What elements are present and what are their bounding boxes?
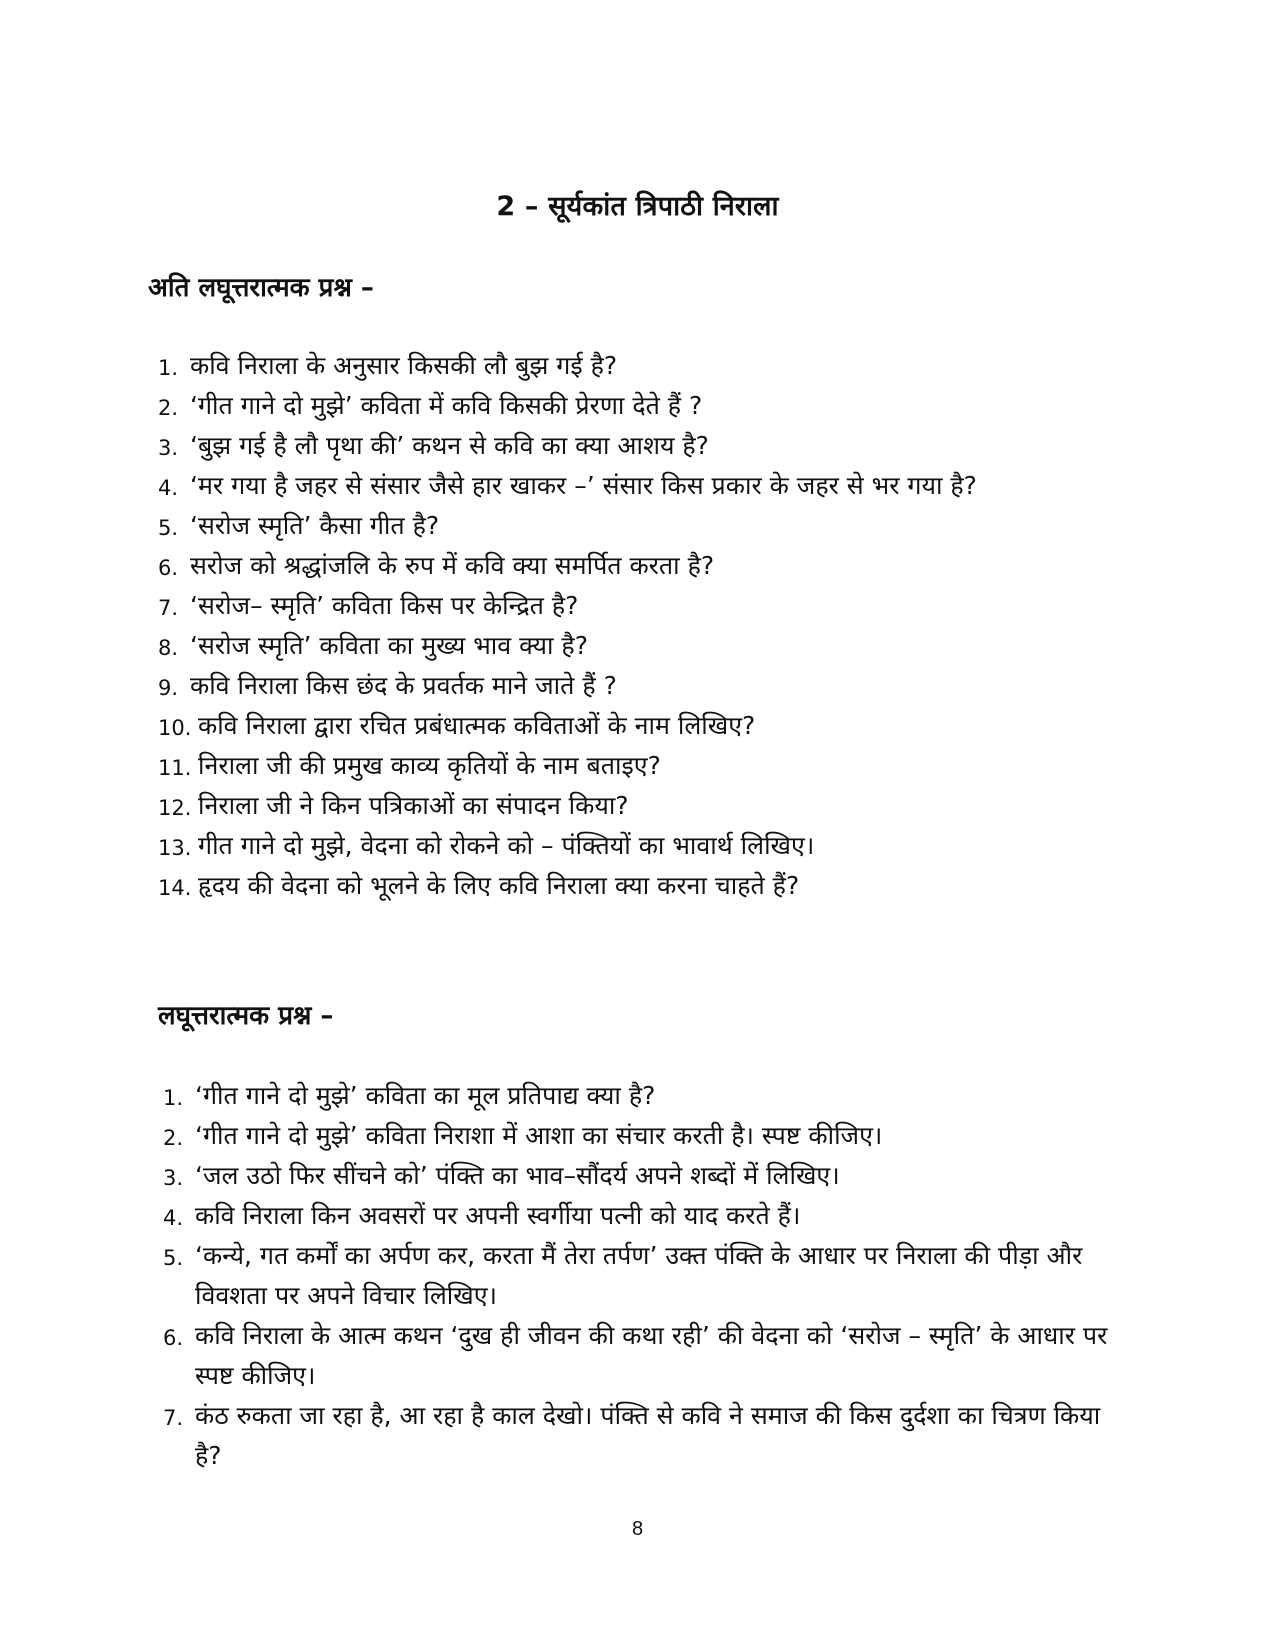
question-text: ‘गीत गाने दो मुझे’ कविता में कवि किसकी प्रेरणा देते हैं ? — [190, 391, 703, 420]
question-number: 13. — [158, 836, 192, 860]
question-text: ‘मर गया है जहर से संसार जैसे हार खाकर –’ संसार किस प्रकार के जहर से भर गया है? — [190, 471, 977, 500]
list-item — [158, 506, 1118, 546]
question-text: गीत गाने दो मुझे, वेदना को रोकने को – पंक्तियों का भावार्थ लिखिए। — [198, 831, 815, 860]
question-text: ‘सरोज स्मृति’ कैसा गीत है? — [190, 511, 440, 540]
question-number: 14. — [158, 876, 192, 900]
question-number: 7. — [158, 596, 179, 620]
list-item — [163, 1236, 1118, 1316]
list-item — [158, 706, 1118, 746]
question-text: ‘कन्ये, गत कर्मों का अर्पण कर, करता मैं तेरा तर्पण’ उक्त पंक्ति के आधार पर निराला की पीड़ा और विवशता पर अपने विचार लिखिए। — [195, 1241, 1083, 1310]
question-text: ‘सरोज– स्मृति’ कविता किस पर केन्द्रित है? — [190, 591, 579, 620]
question-number: 1. — [158, 356, 179, 380]
question-text: कवि निराला किन अवसरों पर अपनी स्वर्गीया पत्नी को याद करते हैं। — [195, 1201, 801, 1230]
question-number: 4. — [158, 476, 179, 500]
question-number: 4. — [163, 1206, 184, 1230]
question-number: 6. — [163, 1326, 184, 1350]
question-number: 5. — [158, 516, 179, 540]
list-item — [158, 826, 1118, 866]
list-item — [158, 866, 1118, 906]
list-item — [158, 626, 1118, 666]
list-item — [158, 346, 1118, 386]
section-heading-very-short-questions: अति लघूत्तरात्मक प्रश्न – — [148, 273, 374, 303]
question-text: हृदय की वेदना को भूलने के लिए कवि निराला क्या करना चाहते हैं? — [198, 871, 800, 900]
page-number: 8 — [631, 1518, 644, 1540]
question-text: सरोज को श्रद्धांजलि के रुप में कवि क्या समर्पित करता है? — [190, 551, 715, 580]
question-text: कवि निराला किस छंद के प्रवर्तक माने जाते हैं ? — [190, 671, 617, 700]
question-text: कवि निराला के अनुसार किसकी लौ बुझ गई है? — [190, 351, 618, 380]
list-item — [158, 546, 1118, 586]
question-text: ‘सरोज स्मृति’ कविता का मुख्य भाव क्या है? — [190, 631, 588, 660]
question-number: 3. — [158, 436, 179, 460]
question-text: कंठ रुकता जा रहा है, आ रहा है काल देखो। पंक्ति से कवि ने समाज की किस दुर्दशा का चित्रण किया है? — [195, 1401, 1101, 1470]
question-text: कवि निराला के आत्म कथन ‘दुख ही जीवन की कथा रही’ की वेदना को ‘सरोज – स्मृति’ के आधार पर स्पष्ट कीजिए। — [195, 1321, 1108, 1390]
very-short-questions-list — [158, 346, 1118, 906]
question-number: 12. — [158, 796, 192, 820]
list-item — [163, 1196, 1118, 1236]
question-text: निराला जी की प्रमुख काव्य कृतियों के नाम बताइए? — [198, 751, 661, 780]
list-item — [163, 1076, 1118, 1116]
question-text: ‘गीत गाने दो मुझे’ कविता निराशा में आशा का संचार करती है। स्पष्ट कीजिए। — [195, 1121, 883, 1150]
question-number: 3. — [163, 1166, 184, 1190]
chapter-title: 2 – सूर्यकांत त्रिपाठी निराला — [496, 191, 779, 222]
list-item — [163, 1396, 1118, 1476]
question-number: 9. — [158, 676, 179, 700]
short-questions-list — [163, 1076, 1118, 1476]
question-text: ‘गीत गाने दो मुझे’ कविता का मूल प्रतिपाद्य क्या है? — [195, 1081, 656, 1110]
list-item — [158, 786, 1118, 826]
question-number: 10. — [158, 716, 192, 740]
question-number: 7. — [163, 1406, 184, 1430]
list-item — [158, 466, 1118, 506]
list-item — [158, 586, 1118, 626]
list-item — [163, 1116, 1118, 1156]
question-number: 5. — [163, 1246, 184, 1270]
question-text: निराला जी ने किन पत्रिकाओं का संपादन किया? — [198, 791, 629, 820]
list-item — [158, 386, 1118, 426]
section-heading-short-questions: लघूत्तरात्मक प्रश्न – — [158, 1001, 334, 1031]
question-number: 11. — [158, 756, 192, 780]
question-number: 6. — [158, 556, 179, 580]
question-number: 1. — [163, 1086, 184, 1110]
list-item — [163, 1316, 1118, 1396]
question-number: 8. — [158, 636, 179, 660]
list-item — [158, 666, 1118, 706]
question-number: 2. — [158, 396, 179, 420]
question-text: ‘बुझ गई है लौ पृथा की’ कथन से कवि का क्या आशय है? — [190, 431, 709, 460]
question-text: कवि निराला द्वारा रचित प्रबंधात्मक कविताओं के नाम लिखिए? — [198, 711, 756, 740]
list-item — [163, 1156, 1118, 1196]
question-text: ‘जल उठो फिर सींचने को’ पंक्ति का भाव–सौंदर्य अपने शब्दों में लिखिए। — [195, 1161, 840, 1190]
list-item — [158, 426, 1118, 466]
question-number: 2. — [163, 1126, 184, 1150]
list-item — [158, 746, 1118, 786]
